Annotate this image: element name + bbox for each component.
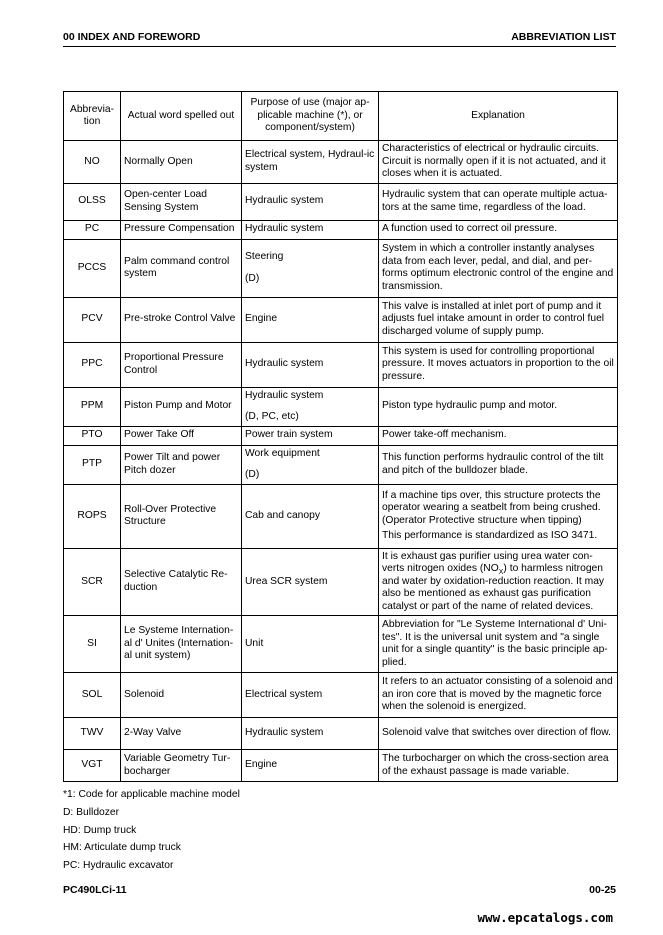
footnote: HD: Dump truck: [63, 824, 137, 836]
abbreviation-cell: PTP: [64, 445, 121, 484]
spelled-out-cell: Pressure Compensation: [121, 220, 242, 239]
spelled-out-cell: Proportional Pressure Control: [121, 342, 242, 387]
purpose-text: Electrical system, Hydraul-ic system: [245, 149, 375, 173]
purpose-cell: [242, 387, 379, 426]
explanation-cell: [379, 387, 618, 426]
purpose-text: Hydraulic system: [245, 358, 324, 370]
machine-code-text: (D): [245, 469, 260, 480]
spelled-out-cell: Pre-stroke Control Valve: [121, 297, 242, 342]
footnote: PC: Hydraulic excavator: [63, 860, 174, 872]
purpose-text: Work equipment: [245, 447, 320, 459]
abbreviation-cell: TWV: [64, 718, 121, 750]
table-row: [64, 673, 618, 718]
abbreviation-cell: OLSS: [64, 183, 121, 220]
column-header: Actual word spelled out: [121, 92, 242, 141]
footnote: D: Bulldozer: [63, 806, 120, 818]
column-header: Abbrevia-tion: [64, 92, 121, 141]
explanation-cell: [379, 718, 618, 750]
purpose-cell: [242, 297, 379, 342]
explanation-cell: [379, 183, 618, 220]
explanation-text: It refers to an actuator consisting of a solenoid and an iron core that is moved by the magnetic force when the solenoid is energized.: [382, 676, 613, 713]
explanation-text: This system is used for controlling proportional pressure. It moves actuators in proportion to the oil pressure.: [382, 345, 614, 382]
purpose-cell: [242, 548, 379, 616]
footnote: HM: Articulate dump truck: [63, 842, 181, 854]
table-row: [64, 387, 618, 426]
explanation-text: The turbocharger on which the cross-section area of the exhaust passage is made variable.: [382, 753, 609, 777]
spelled-out-cell: Open-center Load Sensing System: [121, 183, 242, 220]
explanation-text: Abbreviation for "Le Systeme International d' Uni-tes". It is the universal unit system and "a single unit for a single quantity" is the basic principle ap-plied.: [382, 619, 608, 668]
explanation-text: Characteristics of electrical or hydraulic circuits. Circuit is normally open if it is not actuated, and it closes when it is actuated.: [382, 143, 606, 179]
purpose-text: Power train system: [245, 429, 333, 441]
table-row: [64, 484, 618, 548]
purpose-text: Hydraulic system: [245, 727, 324, 739]
footnote: *1: Code for applicable machine model: [63, 789, 240, 800]
explanation-cell: [379, 445, 618, 484]
purpose-cell: [242, 239, 379, 297]
explanation-text: System in which a controller instantly analyses data from each lever, pedal, and dial, and per-forms optimum electronic control of the engine and transmission.: [382, 243, 614, 292]
section-title: 00 INDEX AND FOREWORD: [63, 31, 201, 43]
abbreviation-cell: PTO: [64, 426, 121, 445]
purpose-cell: [242, 426, 379, 445]
table-row: [64, 220, 618, 239]
explanation-text: This function performs hydraulic control of the tilt and pitch of the bulldozer blade.: [382, 452, 604, 476]
spelled-out-cell: Variable Geometry Tur-bocharger: [121, 750, 242, 782]
spelled-out-cell: Piston Pump and Motor: [121, 387, 242, 426]
abbreviation-cell: NO: [64, 141, 121, 184]
model-name: PC490LCi-11: [63, 884, 127, 896]
spelled-out-cell: Power Tilt and power Pitch dozer: [121, 445, 242, 484]
abbreviation-cell: PCV: [64, 297, 121, 342]
purpose-cell: [242, 445, 379, 484]
purpose-cell: [242, 718, 379, 750]
abbreviation-cell: VGT: [64, 750, 121, 782]
machine-code-text: (D, PC, etc): [245, 411, 299, 422]
abbreviation-cell: PPM: [64, 387, 121, 426]
table-row: [64, 426, 618, 445]
table-row: [64, 750, 618, 782]
explanation-text: Solenoid valve that switches over direction of flow.: [382, 727, 611, 739]
page-number: 00-25: [589, 884, 616, 896]
abbreviation-cell: PC: [64, 220, 121, 239]
abbreviation-cell: PPC: [64, 342, 121, 387]
purpose-cell: [242, 673, 379, 718]
abbreviation-cell: ROPS: [64, 484, 121, 548]
table-row: [64, 445, 618, 484]
table-row: [64, 183, 618, 220]
table-row: [64, 141, 618, 184]
table-row: [64, 342, 618, 387]
purpose-cell: [242, 342, 379, 387]
purpose-text: Cab and canopy: [245, 509, 320, 521]
abbreviation-cell: SOL: [64, 673, 121, 718]
machine-code-text: (D): [245, 272, 260, 284]
spelled-out-cell: 2-Way Valve: [121, 718, 242, 750]
explanation-text: Hydraulic system that can operate multiple actua-tors at the same time, regardless of the load.: [382, 189, 608, 213]
explanation-text: It is exhaust gas purifier using urea water con-verts nitrogen oxides $(NO_X)$ to harmless nitrogen and water by oxidation-reduction reaction. It may also be mentioned as exhaust gas purification catalyst or part of the name of related devices.: [382, 550, 605, 612]
explanation-text: Power take-off mechanism.: [382, 429, 507, 441]
explanation-cell: [379, 141, 618, 184]
purpose-cell: [242, 183, 379, 220]
column-header: Explanation: [379, 92, 618, 141]
page-footer: [63, 884, 616, 898]
explanation-cell: [379, 673, 618, 718]
purpose-cell: [242, 616, 379, 673]
column-header: Purpose of use (major ap-plicable machine (*), or component/system): [242, 92, 379, 141]
explanation-cell: [379, 484, 618, 548]
explanation-cell: [379, 750, 618, 782]
abbreviation-cell: PCCS: [64, 239, 121, 297]
purpose-text: Unit: [245, 637, 264, 649]
purpose-cell: [242, 141, 379, 184]
table-row: [64, 297, 618, 342]
explanation-cell: [379, 220, 618, 239]
purpose-cell: [242, 220, 379, 239]
explanation-cell: [379, 426, 618, 445]
purpose-cell: [242, 484, 379, 548]
spelled-out-cell: Normally Open: [121, 141, 242, 184]
table-body: [64, 141, 618, 782]
page-heading: ABBREVIATION LIST: [511, 31, 616, 43]
purpose-text: Electrical system: [245, 688, 323, 700]
table-row: [64, 616, 618, 673]
abbreviation-cell: SI: [64, 616, 121, 673]
abbreviation-table: [63, 91, 618, 782]
purpose-text: Engine: [245, 759, 278, 771]
purpose-text: Urea SCR system: [245, 575, 328, 587]
page-header: [63, 30, 616, 47]
explanation-cell: [379, 297, 618, 342]
explanation-cell: [379, 548, 618, 616]
table-header-row: [64, 92, 618, 141]
table-row: [64, 718, 618, 750]
explanation-text: Piston type hydraulic pump and motor.: [382, 400, 558, 412]
explanation-note: This performance is standardized as ISO 3471.: [382, 530, 598, 541]
explanation-cell: [379, 342, 618, 387]
table-row: [64, 548, 618, 616]
spelled-out-cell: Palm command control system: [121, 239, 242, 297]
purpose-cell: [242, 750, 379, 782]
spelled-out-cell: Selective Catalytic Re-duction: [121, 548, 242, 616]
explanation-text: This valve is installed at inlet port of pump and it adjusts fuel intake amount in order to control fuel discharged volume of supply pump.: [382, 300, 605, 337]
explanation-cell: [379, 616, 618, 673]
explanation-cell: [379, 239, 618, 297]
purpose-text: Hydraulic system: [245, 389, 324, 401]
table-row: [64, 239, 618, 297]
footnotes: [63, 786, 240, 875]
spelled-out-cell: Roll-Over Protective Structure: [121, 484, 242, 548]
purpose-text: Steering: [245, 251, 284, 262]
purpose-text: Hydraulic system: [245, 195, 324, 207]
website-watermark: www.epcatalogs.com: [477, 910, 613, 925]
purpose-text: Hydraulic system: [245, 223, 324, 235]
spelled-out-cell: Le Systeme Internation-al d' Unites (Internation-al unit system): [121, 616, 242, 673]
spelled-out-cell: Solenoid: [121, 673, 242, 718]
purpose-text: Engine: [245, 313, 278, 325]
spelled-out-cell: Power Take Off: [121, 426, 242, 445]
explanation-text: If a machine tips over, this structure protects the operator wearing a seatbelt from being crushed. (Operator Protective structure when tipping): [382, 489, 601, 526]
abbreviation-cell: SCR: [64, 548, 121, 616]
explanation-text: A function used to correct oil pressure.: [382, 223, 558, 235]
